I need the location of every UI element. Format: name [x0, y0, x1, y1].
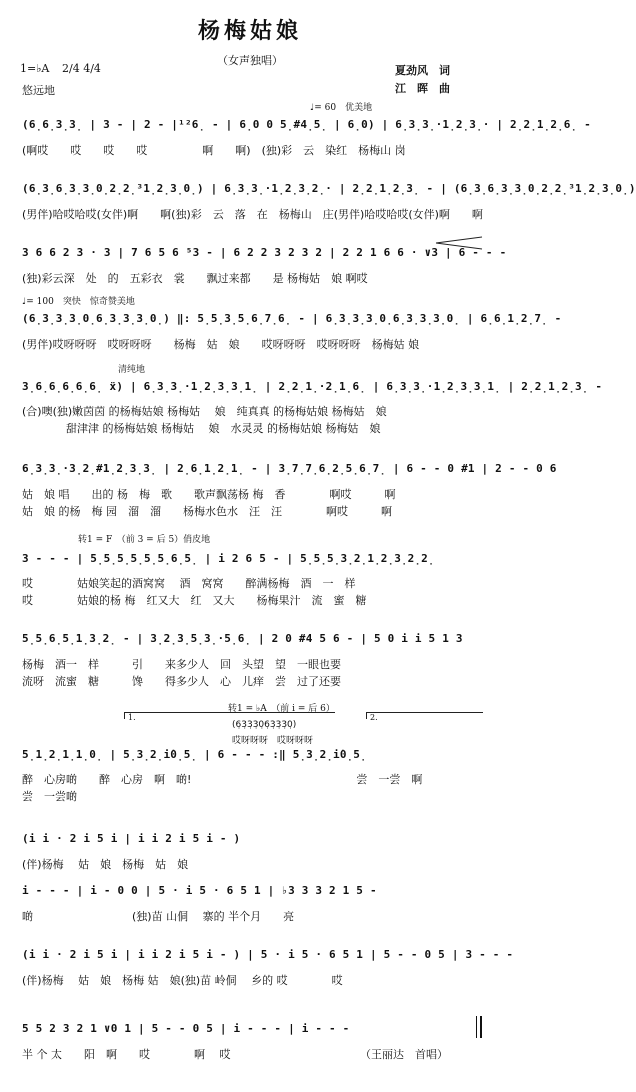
lyric-line: 醉 心房啲 醉 心房 啊 啲! 尝 一尝 啊 [22, 773, 423, 786]
notation-line: 5 5 2 3 2 1 ∨0 1 | 5 - - 0 5 | i - - - | i - - - [22, 1022, 350, 1035]
notation-line: i - - - | i - 0 0 | 5 · i 5 · 6 5 1 | ♭3 3 3 2 1 5 - [22, 884, 377, 897]
lyric-line: 甜津津 的杨梅姑娘 杨梅姑 娘 水灵灵 的杨梅姑娘 杨梅姑 娘 [22, 422, 381, 435]
notation-line: (6̣3̣3̣3̣0̣6̣3̣3̣3̣0̣) ‖: 5̣5̣3̣5̣6̣7̣6̣ - | 6̣3̣3̣3̣0̣6̣3̣3̣3̣0̣ | 6̣6̣1̣2̣7̣ - [22, 312, 562, 325]
lyric-line: 哎 姑娘的杨 梅 红又大 红 又大 杨梅果汁 流 蜜 糖 [22, 594, 367, 607]
notation-line: 3̣6̣6̣6̣6̣6̣ ẍ) | 6̣3̣3̣·1̣2̣3̣3̣1̣ | 2̣2̣1̣·2̣1̣6̣ | 6̣3̣3̣·1̣2̣3̣3̣1̣ | 2̣2̣1̣2̣3̣ - [22, 380, 603, 393]
notation-line: 6̣3̣3̣·3̣2̣#1̣2̣3̣3̣ | 2̣6̣1̣2̣1̣ - | 3̣7̣7̣6̣2̣5̣6̣7̣ | 6 - - 0 #1 | 2 - - 0 6 [22, 462, 557, 475]
lyric-line: 姑 娘 的杨 梅 园 溜 溜 杨梅水色水 汪 汪 啊哎 啊 [22, 505, 392, 518]
lyric-line: (合)噢(独)嫩茵茵 的杨梅姑娘 杨梅姑 娘 纯真真 的杨梅姑娘 杨梅姑 娘 [22, 405, 387, 418]
final-barline-thin [476, 1016, 477, 1038]
premiere-credit: （王丽达 首唱） [360, 1048, 448, 1061]
notation-line: (i i · 2 i 5 i | i i 2 i 5 i - ) | 5 · i 5 · 6 5 1 | 5 - - 0 5 | 3 - - - [22, 948, 514, 961]
final-barline-thick [480, 1016, 482, 1038]
tempo-mark: ♩= 60 优美地 [310, 103, 373, 113]
lyric-line: 哎 姑娘笑起的酒窝窝 酒 窝窝 醉满杨梅 酒 一 样 [22, 577, 356, 590]
notation-line: 3 - - - | 5̣5̣5̣5̣5̣5̣6̣5̣ | i 2 6 5 - | 5̣5̣5̣3̣2̣1̣2̣3̣2̣2̣ [22, 552, 435, 565]
modulation-mark: 转1 = ♭A （前 i = 后 6） [228, 704, 335, 714]
notation-line: (6̣3̣6̣3̣3̣0̣2̣2̣³1̣2̣3̣0̣) | 6̣3̣3̣·1̣2̣3̣2̣· | 2̣2̣1̣2̣3̣ - | (6̣3̣6̣3̣3̣0̣2̣2̣³1̣2̣3̣0̣) [22, 182, 636, 195]
lyric-line: (伴)杨梅 姑 娘 杨梅 姑 娘 [22, 858, 189, 871]
accompaniment-notes: (6̣3̣3̣3̣0̣6̣3̣3̣3̣0̣) [232, 720, 297, 730]
song-title: 杨梅姑娘 [197, 18, 302, 44]
expression-mark: 清纯地 [118, 365, 146, 375]
second-ending-label: 2. [370, 713, 378, 722]
lyric-line: 杨梅 酒一 样 引 来多少人 回 头望 望 一眼也要 [22, 658, 341, 671]
lyric-line: 尝 一尝啲 [22, 790, 77, 803]
notation-line: (i i · 2 i 5 i | i i 2 i 5 i - ) [22, 832, 241, 845]
lyric-line: 姑 娘 唱 出的 杨 梅 歌 歌声飘荡杨 梅 香 啊哎 啊 [22, 488, 396, 501]
expression-mark: 悠远地 [22, 84, 55, 97]
lyric-line: 流呀 流蜜 糖 馋 得多少人 心 儿痒 尝 过了还要 [22, 675, 341, 688]
modulation-mark: 转1 = F （前 3 = 后 5）俏皮地 [78, 535, 211, 545]
lyric-line: (独)彩云深 处 的 五彩衣 裳 飘过来都 是 杨梅姑 娘 啊哎 [22, 272, 368, 285]
crescendo-hairpin [436, 236, 482, 250]
song-subtitle: （女声独唱） [217, 54, 283, 67]
notation-line: 5̣1̣2̣1̣1̣0̣ | 5̣3̣2̣i̇0̣5̣ | 6 - - - :‖ 5̣3̣2̣i̇0̣5̣ [22, 748, 367, 761]
lyric-line: (伴)杨梅 姑 娘 杨梅 姑 娘(独)苗 岭侗 乡的 哎 哎 [22, 974, 343, 987]
lyric-line: (男伴)哎呀呀呀 哎呀呀呀 杨梅 姑 娘 哎呀呀呀 哎呀呀呀 杨梅姑 娘 [22, 338, 420, 351]
second-ending-bracket [366, 712, 483, 722]
key-signature: 1=♭A [20, 62, 50, 75]
notation-line: (6̣6̣3̣3̣ | 3 - | 2 - |¹²6̣ - | 6̣0 0 5̣#4̣5̣ | 6̣0) | 6̣3̣3̣·1̣2̣3̣· | 2̣2̣1̣2̣6̣ - [22, 118, 591, 131]
lyric-line: 半 个 太 阳 啊 哎 啊 哎 [22, 1048, 231, 1061]
composer-credit: 江 晖 曲 [395, 82, 450, 95]
lyric-line: (啊哎 哎 哎 哎 啊 啊) (独)彩 云 染红 杨梅山 岗 [22, 144, 406, 157]
lyricist-credit: 夏劲风 词 [395, 64, 450, 77]
lyric-line: 啲 (独)苗 山侗 寨的 半个月 亮 [22, 910, 295, 923]
time-signature: 2/4 4/4 [62, 62, 101, 75]
tempo-mark: ♩= 100 突快 惊奇赞美地 [22, 297, 135, 307]
notation-line: 3 6 6 2 3 · 3 | 7 6 5 6 ⁵3 - | 6 2 2 3 2 3 2 | 2 2 1 6 6 · ∨3 | 6 - - - [22, 246, 507, 259]
first-ending-label: 1. [128, 713, 136, 722]
accompaniment-lyric: 哎呀呀呀 哎呀呀呀 [232, 736, 314, 746]
lyric-line: (男伴)哈哎哈哎(女伴)啊 啊(独)彩 云 落 在 杨梅山 庄(男伴)哈哎哈哎(女伴)啊 啊 [22, 208, 483, 221]
notation-line: 5̣5̣6̣5̣1̣3̣2̣ - | 3̣2̣3̣5̣3̣·5̣6̣ | 2 0 #4 5 6 - | 5 0 i i 5 1 3 [22, 632, 463, 645]
